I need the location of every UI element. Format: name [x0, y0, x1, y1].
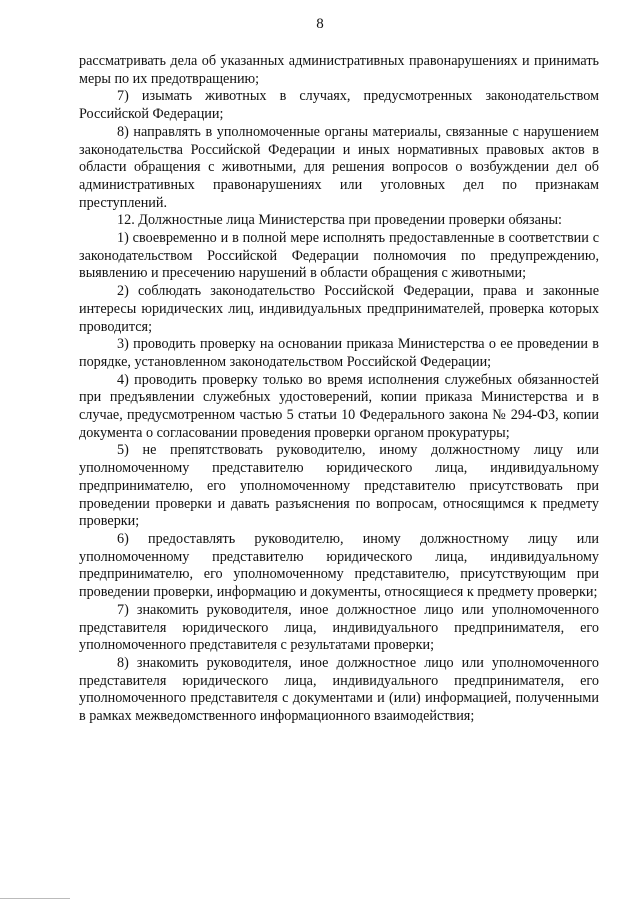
footer-divider — [0, 898, 70, 899]
paragraph-continuation: рассматривать дела об указанных административных правонарушениях и принимать меры по их предотвращению; — [79, 53, 599, 87]
paragraph-duty-7: 7) знакомить руководителя, иное должностное лицо или уполномоченного представителя юридического лица, индивидуального предпринимателя, его уполномоченного представителя с результатами проверки; — [79, 601, 599, 654]
page-number: 8 — [316, 16, 324, 32]
paragraph-duty-8: 8) знакомить руководителя, иное должностное лицо или уполномоченного представителя юридического лица, индивидуального предпринимателя, его уполномоченного представителя с документами и (или) информацией, полученными в рамках межведомственного информационного взаимодействия; — [79, 654, 599, 725]
paragraph-item-7-seize-animals: 7) изымать животных в случаях, предусмотренных законодательством Российской Федерации; — [79, 88, 599, 123]
paragraph-duty-4: 4) проводить проверку только во время исполнения служебных обязанностей при предъявлении служебных удостоверений, копии приказа Министерства и в случае, предусмотренном частью 5 статьи 10 Федерального закона № 294-ФЗ, копии документа о согласовании проведения проверки органом прокуратуры; — [79, 371, 599, 441]
paragraph-duty-3: 3) проводить проверку на основании приказа Министерства о ее проведении в порядке, установленном законодательством Российской Федерации; — [79, 336, 599, 370]
paragraph-duty-5: 5) не препятствовать руководителю, иному должностному лицу или уполномоченному представителю юридического лица, индивидуальному предпринимателю, его уполномоченному представителю присутствовать при проведении проверки и давать разъяснения по вопросам, относящимся к предмету проверки; — [79, 442, 599, 530]
paragraph-duty-2: 2) соблюдать законодательство Российской Федерации, права и законные интересы юридических лиц, индивидуальных предпринимателей, проверка которых проводится; — [79, 283, 599, 335]
paragraph-duty-6: 6) предоставлять руководителю, иному должностному лицу или уполномоченному представителю юридического лица, индивидуальному предпринимателю, его уполномоченному представителю, присутствующим при проведении проверки, информацию и документы, относящиеся к предмету проверки; — [79, 530, 599, 601]
document-body — [79, 53, 599, 726]
paragraph-duty-1: 1) своевременно и в полной мере исполнять предоставленные в соответствии с законодательством Российской Федерации полномочия по предупреждению, выявлению и пресечению нарушений в области обращения с животными; — [79, 230, 599, 282]
paragraph-item-8-send-materials: 8) направлять в уполномоченные органы материалы, связанные с нарушением законодательства Российской Федерации и иных нормативных правовых актов в области обращения с животными, для решения вопросов о возбуждении дел об административных правонарушениях или уголовных дел по признакам преступлений. — [79, 123, 599, 211]
paragraph-section-12-heading: 12. Должностные лица Министерства при проведении проверки обязаны: — [117, 212, 562, 229]
